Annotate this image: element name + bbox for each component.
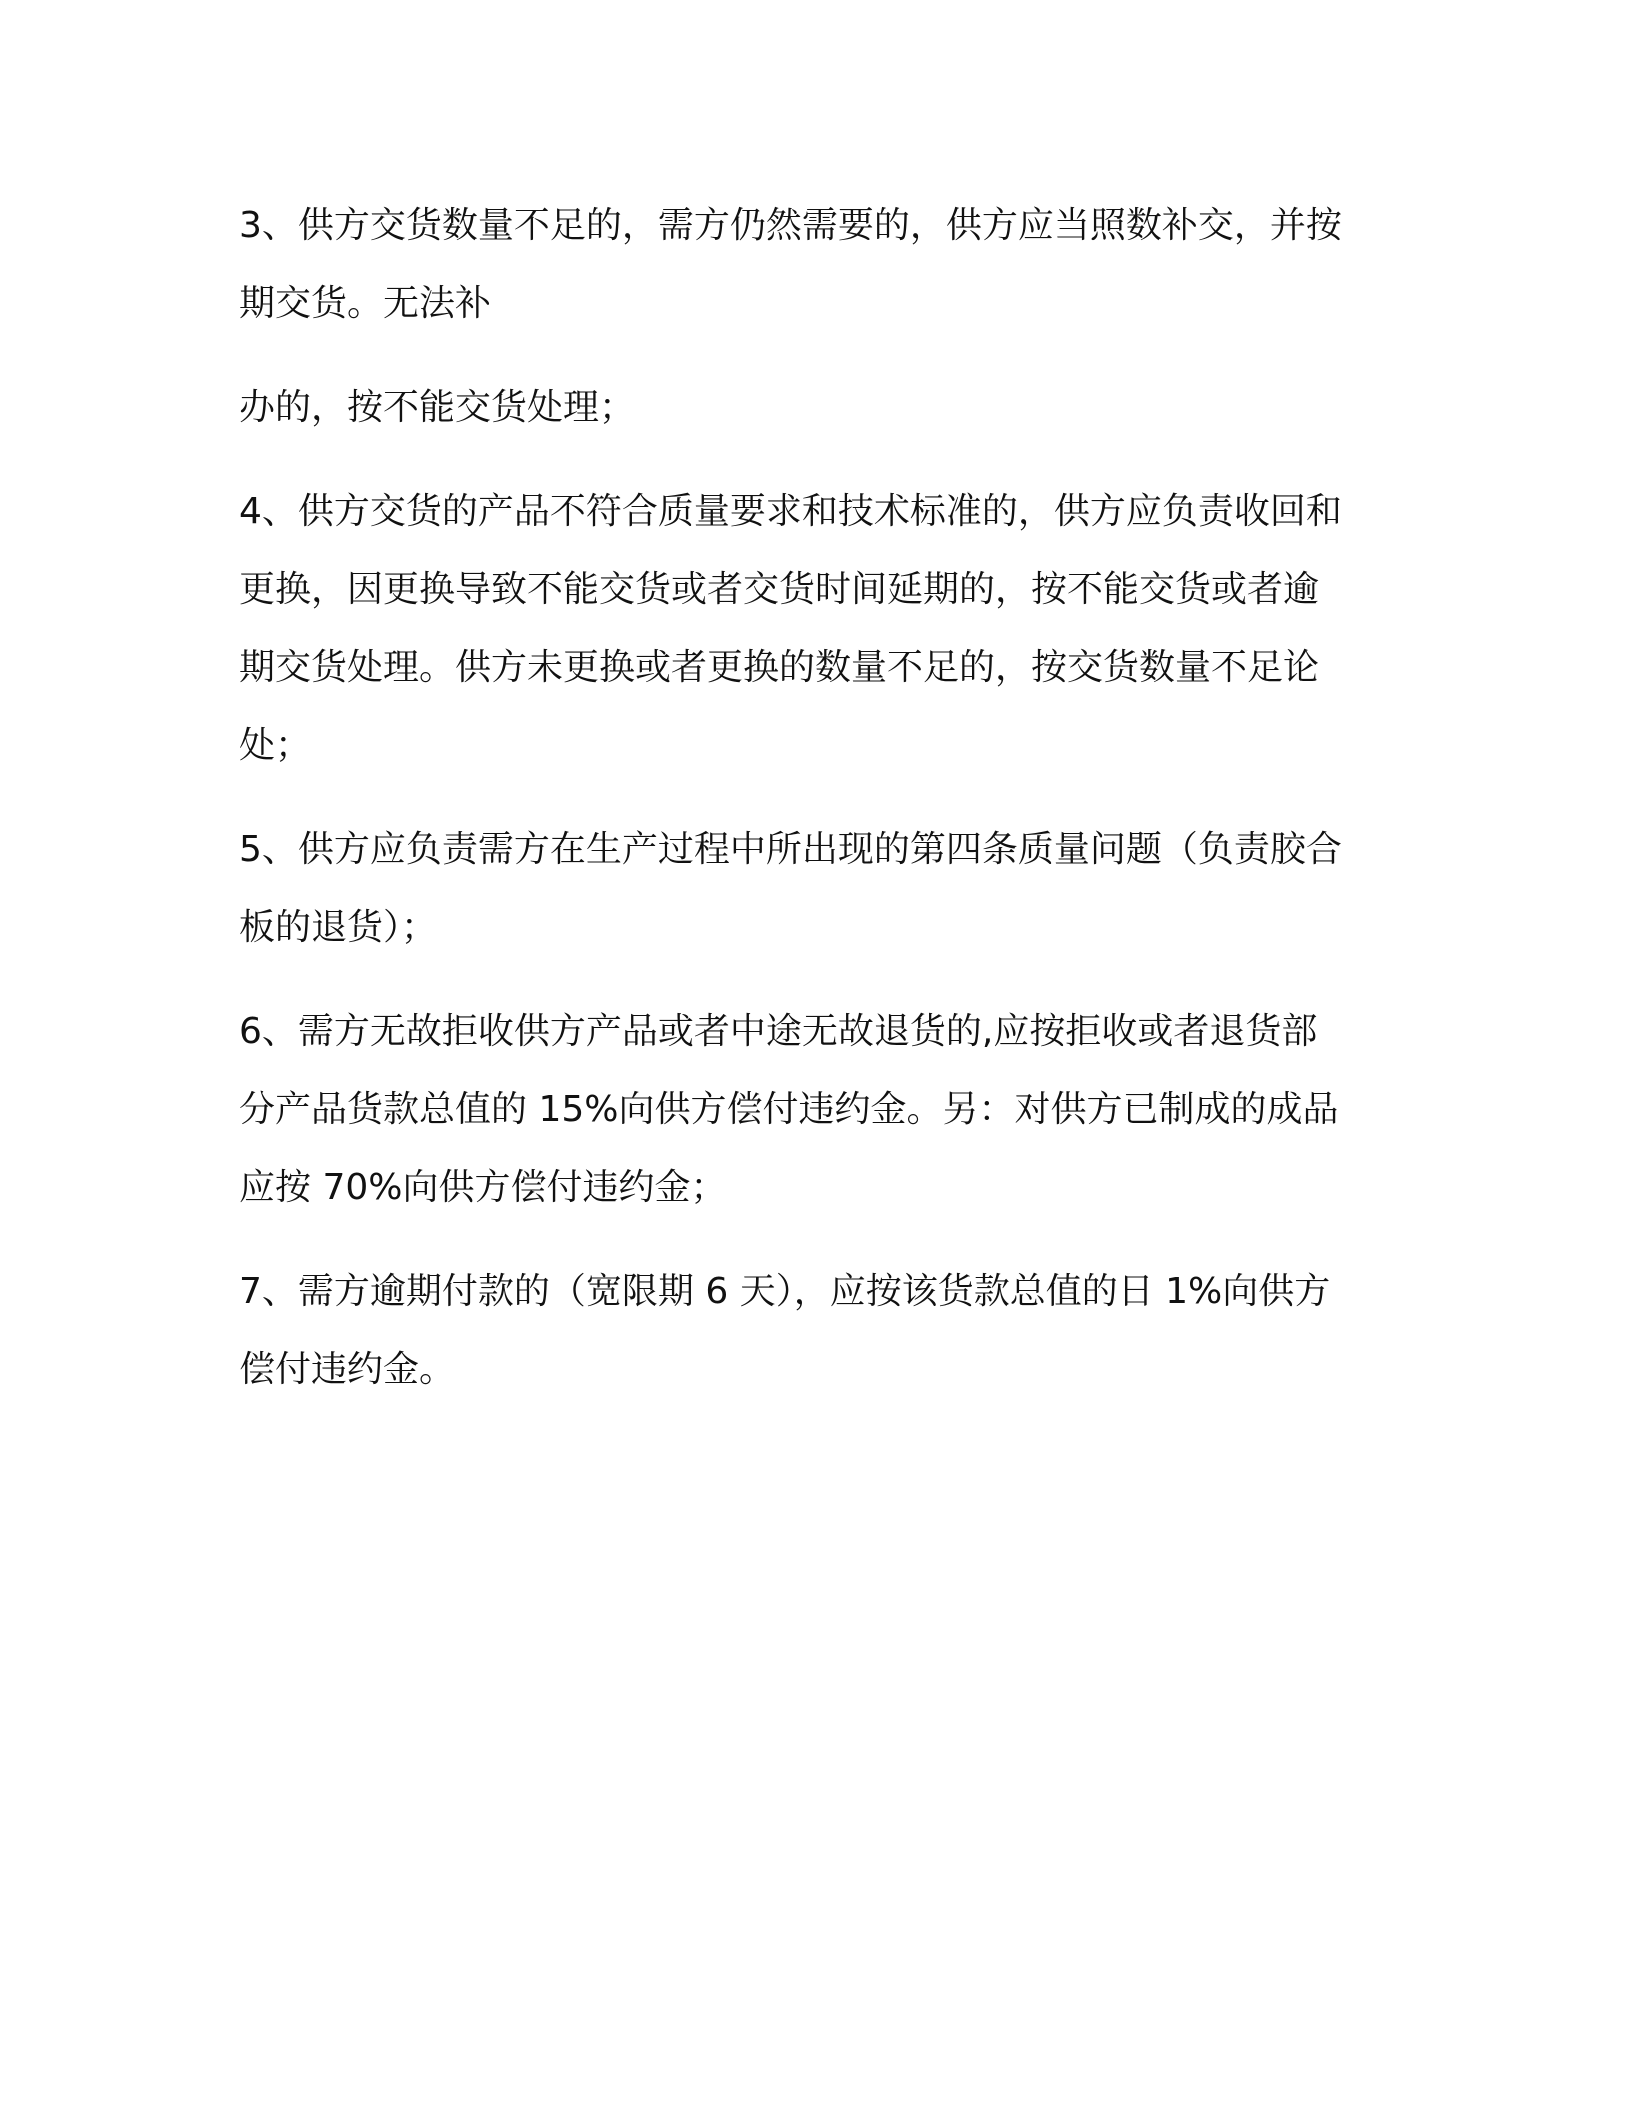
paragraph-clause-7: [239, 1253, 1389, 1409]
text-line: 应按 70%向供方偿付违约金；: [239, 1167, 727, 1208]
text-line: 偿付违约金。: [239, 1349, 456, 1390]
text-line: 7、需方逾期付款的（宽限期 6 天），应按该货款总值的日 1%向供方: [239, 1271, 1331, 1312]
text-line: 4、供方交货的产品不符合质量要求和技术标准的，供方应负责收回和: [239, 491, 1342, 532]
paragraph-clause-4: [239, 473, 1389, 785]
paragraph-clause-6: [239, 993, 1389, 1227]
paragraph-clause-3-continued: [239, 369, 1389, 447]
text-line: 6、需方无故拒收供方产品或者中途无故退货的,应按拒收或者退货部: [239, 1011, 1318, 1052]
text-line: 期交货处理。供方未更换或者更换的数量不足的，按交货数量不足论: [239, 647, 1320, 688]
text-line: 办的，按不能交货处理；: [239, 387, 636, 428]
text-line: 处；: [239, 725, 312, 766]
text-line: 5、供方应负责需方在生产过程中所出现的第四条质量问题（负责胶合: [239, 829, 1342, 870]
document-body: [239, 187, 1389, 1435]
paragraph-clause-3: [239, 187, 1389, 343]
text-line: 3、供方交货数量不足的，需方仍然需要的，供方应当照数补交，并按: [239, 205, 1342, 246]
text-line: 分产品货款总值的 15%向供方偿付违约金。另：对供方已制成的成品: [239, 1089, 1339, 1130]
text-line: 板的退货）；: [239, 907, 438, 948]
text-line: 期交货。无法补: [239, 283, 492, 324]
paragraph-clause-5: [239, 811, 1389, 967]
text-line: 更换，因更换导致不能交货或者交货时间延期的，按不能交货或者逾: [239, 569, 1320, 610]
